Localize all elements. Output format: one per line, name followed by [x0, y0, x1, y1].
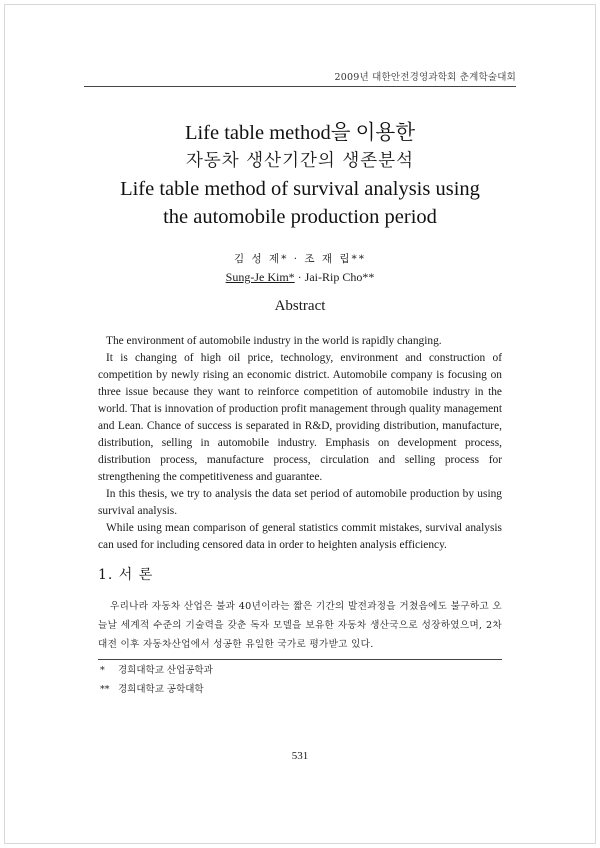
abstract-paragraph: In this thesis, we try to analysis the data set period of automobile production by using survival analysis.: [98, 488, 502, 517]
footnote-mark: **: [100, 684, 110, 695]
header-rule: [84, 86, 516, 87]
section-body-introduction: [98, 597, 502, 654]
abstract-body: [98, 333, 502, 554]
authors-english: [84, 268, 516, 286]
title-line-4: the automobile production period: [163, 206, 437, 228]
title-line-2: 자동차 생산기간의 생존분석: [186, 151, 414, 171]
footnote-rule: [98, 659, 502, 660]
authors-korean: 김 성 제* · 조 재 립**: [234, 253, 366, 265]
introduction-paragraph: 우리나라 자동차 산업은 불과 40년이라는 짧은 기간의 발전과정을 거쳤음에도 불구하고 오늘날 세계적 수준의 기술력을 갖춘 독자 모델을 보유한 자동차 생산국으로 성장하였으며, 2차 대전 이후 자동차산업에서 성공한 유일한 국가로 평가받고 있다.: [98, 601, 502, 650]
footnote-1: [100, 661, 213, 680]
footnote-2: [100, 680, 213, 699]
author-cho: · Jai-Rip Cho**: [294, 270, 375, 284]
footnote-text: 경희대학교 공학대학: [118, 684, 204, 695]
abstract-paragraph: While using mean comparison of general statistics commit mistakes, survival analysis can used for including censored data in order to heighten analysis efficiency.: [98, 522, 502, 551]
title-block: [84, 119, 516, 231]
page-number: 531: [291, 750, 309, 762]
section-heading-introduction: 1. 서 론: [98, 567, 154, 583]
footnote-text: 경희대학교 산업공학과: [118, 665, 213, 676]
footnote-mark: *: [100, 665, 105, 676]
title-line-3: Life table method of survival analysis using: [120, 178, 480, 200]
running-header: 2009년 대한안전경영과학회 춘계학술대회: [334, 72, 516, 83]
footnotes: [100, 661, 213, 699]
authors: [84, 250, 516, 286]
title-line-1: Life table method을 이용한: [184, 122, 416, 144]
abstract-heading: Abstract: [274, 298, 326, 314]
abstract-paragraph: It is changing of high oil price, technology, environment and construction of competition by newly rising an economic district. Automobile company is focusing on three issue because they want to reinforce competition of automobile industry in the world. That is innovation of production profit management through quality management and Lean. Chance of success is separated in R&D, providing distribution, manufacture, distribution, selling in automobile industry. Emphasis on development process, distribution process, manufacture process, circulation and selling process for strengthening the competitiveness and guarantee.: [98, 352, 502, 483]
abstract-paragraph: The environment of automobile industry in the world is rapidly changing.: [106, 335, 442, 347]
author-kim: Sung-Je Kim*: [225, 270, 295, 284]
